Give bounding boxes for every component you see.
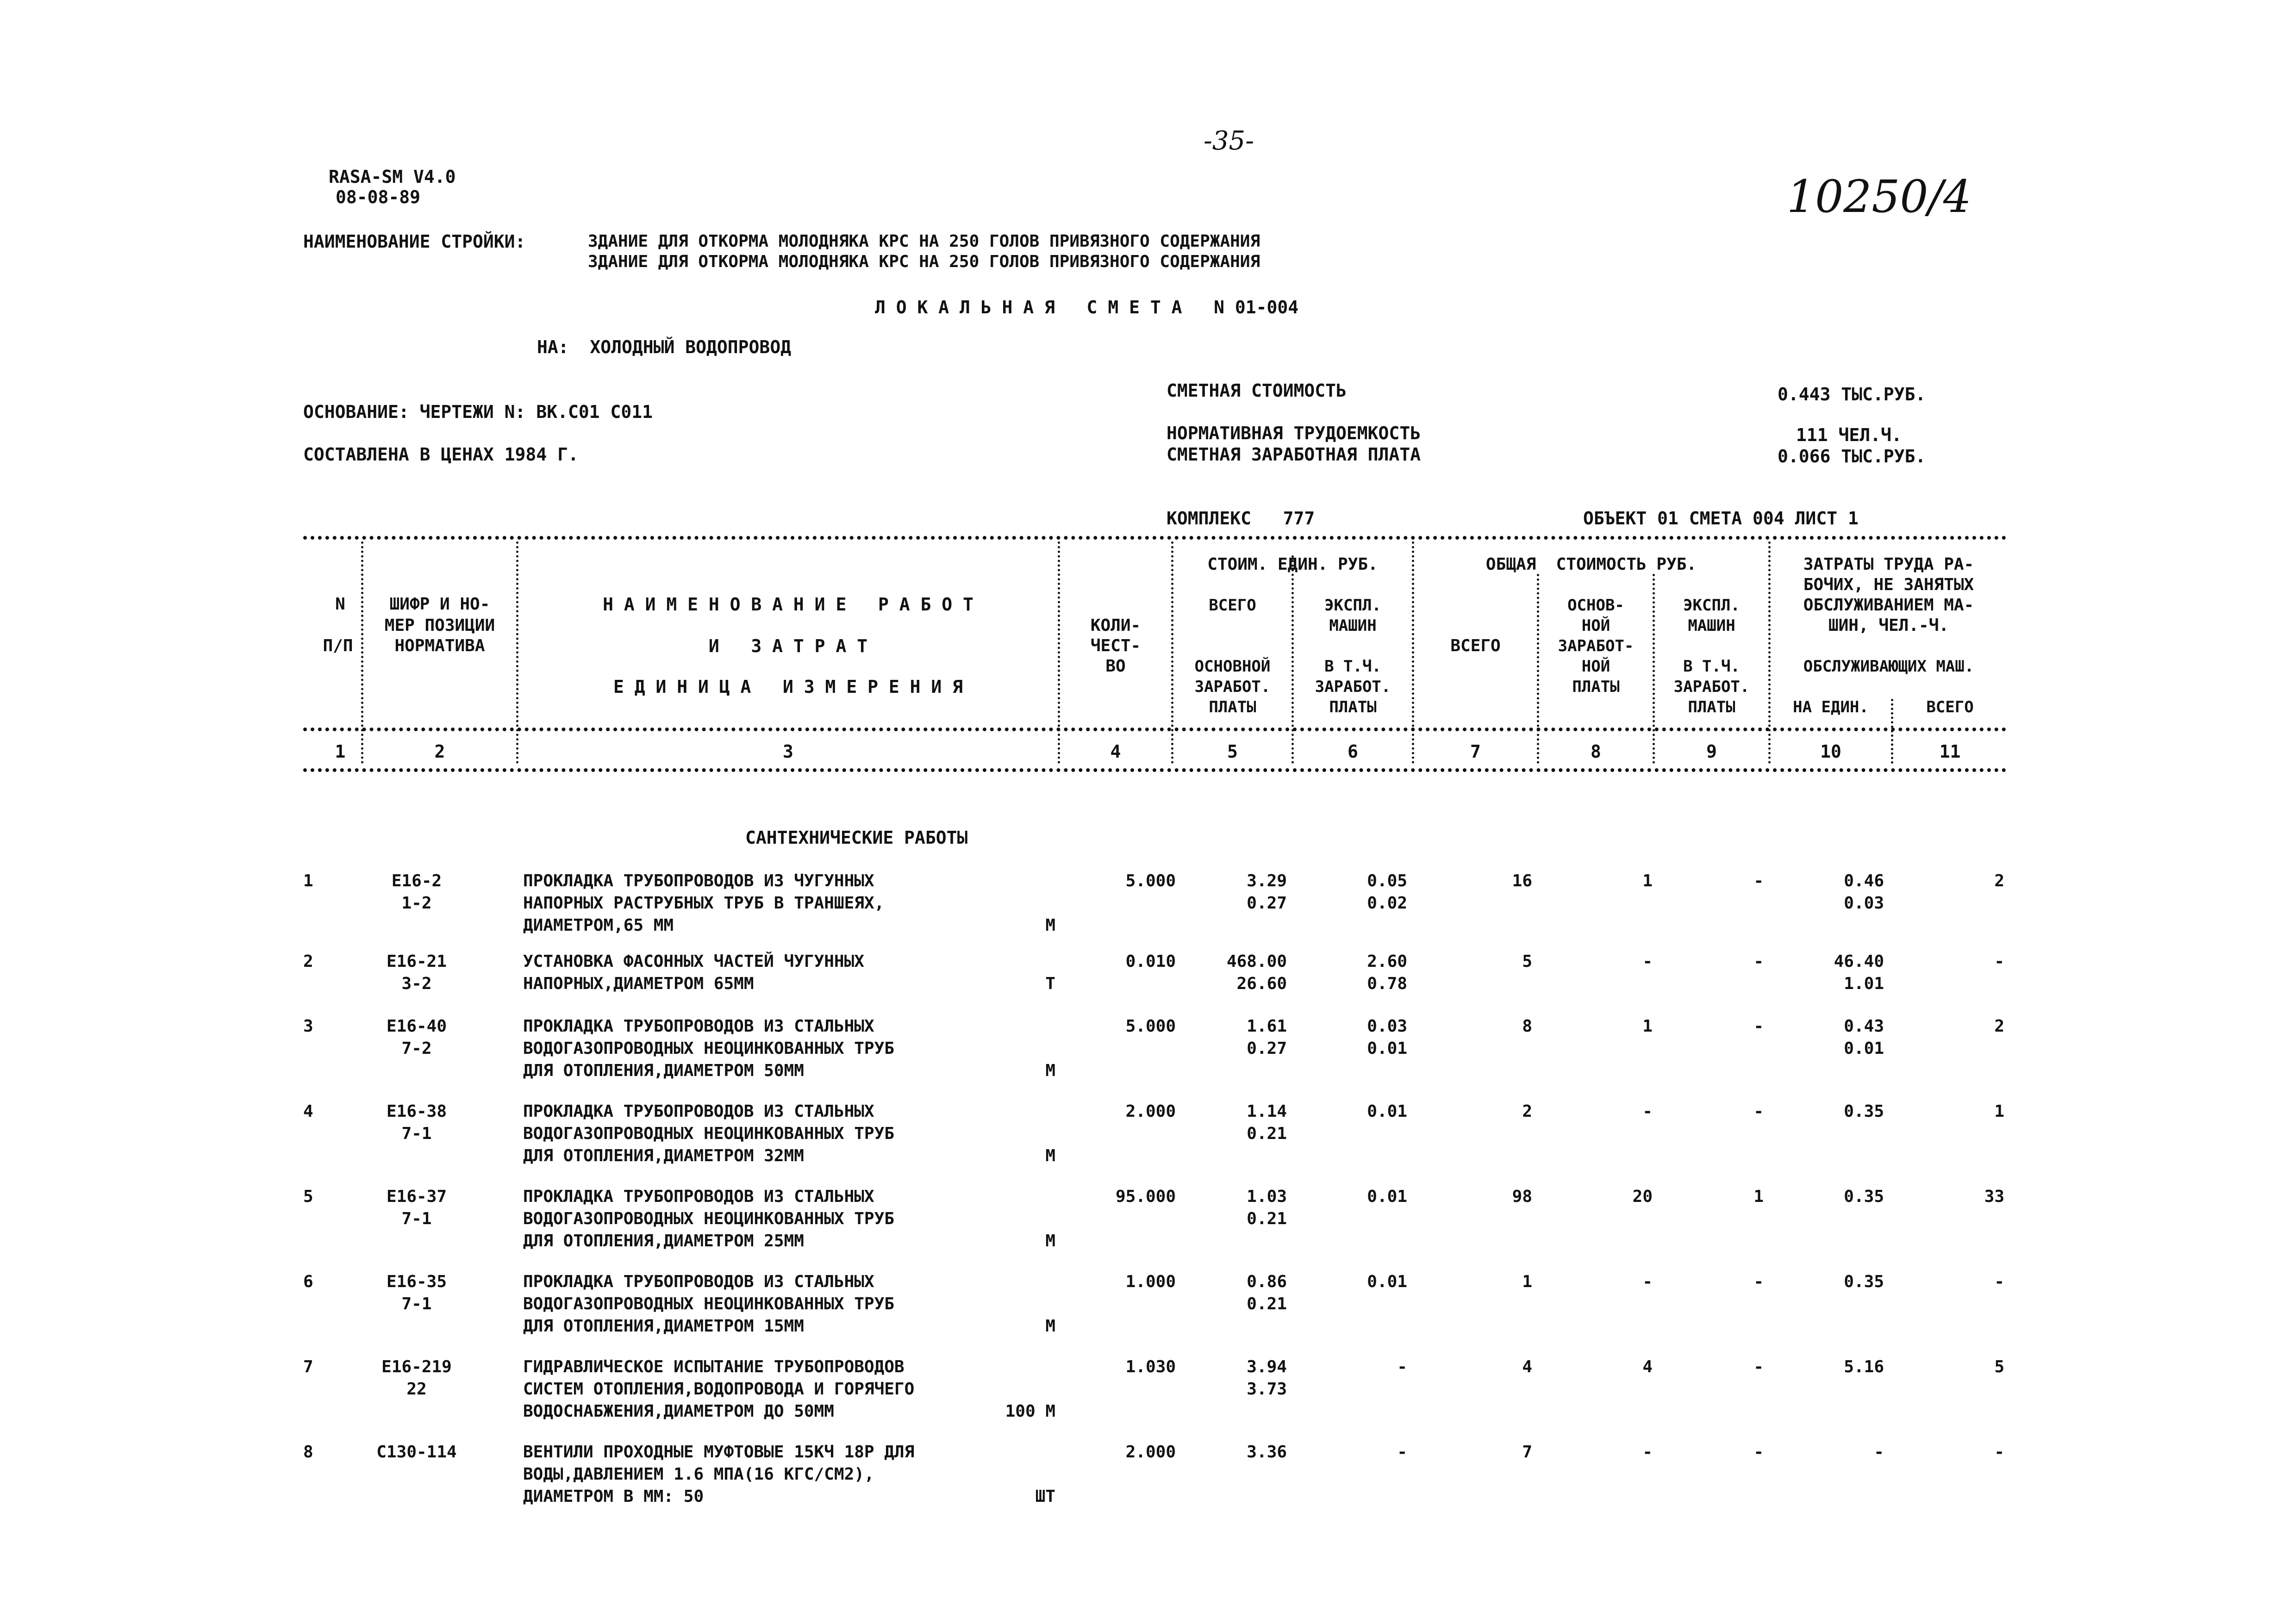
program-date: 08-08-89 — [336, 187, 421, 207]
cell-c7: 8 — [1522, 1017, 1532, 1036]
section-title: САНТЕХНИЧЕСКИЕ РАБОТЫ — [745, 828, 968, 848]
summary-labor-value: 111 ЧЕЛ.Ч. — [1796, 425, 1902, 445]
cell-desc: ВОДОГАЗОПРОВОДНЫХ НЕОЦИНКОВАННЫХ ТРУБ — [523, 1294, 894, 1313]
cell-c6: 0.02 — [1367, 894, 1407, 913]
cell-desc: ВОДОГАЗОПРОВОДНЫХ НЕОЦИНКОВАННЫХ ТРУБ — [523, 1039, 894, 1058]
table-top-rule — [303, 536, 2007, 540]
cell-c8: 1 — [1642, 1017, 1653, 1036]
cell-unit: ШТ — [1035, 1487, 1055, 1506]
cell-c10: 0.35 — [1844, 1102, 1884, 1121]
cell-code: 7-1 — [401, 1124, 432, 1143]
cell-desc: ГИДРАВЛИЧЕСКОЕ ИСПЫТАНИЕ ТРУБОПРОВОДОВ — [523, 1357, 905, 1376]
header-col8-3: ЗАРАБОТ- — [1558, 637, 1634, 655]
cell-desc: ВЕНТИЛИ ПРОХОДНЫЕ МУФТОВЫЕ 15КЧ 18Р ДЛЯ — [523, 1443, 915, 1462]
cell-c9: - — [1753, 952, 1764, 971]
cell-c5: 3.29 — [1247, 871, 1287, 890]
cell-desc: ДИАМЕТРОМ,65 ММ — [523, 916, 674, 935]
cell-c8: - — [1642, 952, 1653, 971]
header-col5-4: ПЛАТЫ — [1209, 698, 1256, 716]
cell-qty: 0.010 — [1125, 952, 1176, 971]
cell-qty: 1.000 — [1125, 1272, 1176, 1291]
cell-c5: 468.00 — [1226, 952, 1287, 971]
cell-code: Е16-40 — [386, 1017, 447, 1036]
header-code-2: МЕР ПОЗИЦИИ — [384, 616, 495, 635]
construction-name-2: ЗДАНИЕ ДЛЯ ОТКОРМА МОЛОДНЯКА КРС НА 250 ГОЛОВ ПРИВЯЗНОГО СОДЕРЖАНИЯ — [588, 252, 1260, 271]
cell-code: 7-2 — [401, 1039, 432, 1058]
header-col10-11: ОБСЛУЖИВАЮЩИХ МАШ. — [1803, 657, 1974, 676]
cell-code: Е16-2 — [391, 871, 442, 890]
page-number: -35- — [1204, 126, 1254, 156]
cell-c6: 0.78 — [1367, 974, 1407, 993]
cell-c6: - — [1397, 1357, 1407, 1376]
cell-c7: 4 — [1522, 1357, 1532, 1376]
cell-c9: 1 — [1753, 1187, 1764, 1206]
cell-unit: М — [1045, 1317, 1055, 1336]
header-work-name: Н А И М Е Н О В А Н И Е Р А Б О Т — [603, 594, 973, 615]
cell-c10: 0.35 — [1844, 1272, 1884, 1291]
cell-c9: - — [1753, 1272, 1764, 1291]
colnum-10: 10 — [1820, 741, 1841, 762]
cell-qty: 2.000 — [1125, 1443, 1176, 1462]
cell-c10: - — [1874, 1443, 1884, 1462]
cell-desc: ДЛЯ ОТОПЛЕНИЯ,ДИАМЕТРОМ 15ММ — [523, 1317, 804, 1336]
cell-c7: 5 — [1522, 952, 1532, 971]
cell-c5: 0.27 — [1247, 894, 1287, 913]
cell-c10: 1.01 — [1844, 974, 1884, 993]
header-col8-1: ОСНОВ- — [1567, 596, 1624, 615]
header-qty-2: ЧЕСТ- — [1090, 636, 1141, 655]
cell-c9: - — [1753, 1017, 1764, 1036]
cell-c6: 0.01 — [1367, 1039, 1407, 1058]
cell-c9: - — [1753, 1357, 1764, 1376]
cell-c5: 1.61 — [1247, 1017, 1287, 1036]
cell-qty: 95.000 — [1115, 1187, 1176, 1206]
cell-c10: 0.43 — [1844, 1017, 1884, 1036]
cell-code: Е16-38 — [386, 1102, 447, 1121]
cell-c8: - — [1642, 1102, 1653, 1121]
complex-number: КОМПЛЕКС 777 — [1167, 508, 1315, 529]
cell-c5: 3.36 — [1247, 1443, 1287, 1462]
cell-c8: 4 — [1642, 1357, 1653, 1376]
prices-year: СОСТАВЛЕНА В ЦЕНАХ 1984 Г. — [303, 444, 579, 465]
cell-desc: ПРОКЛАДКА ТРУБОПРОВОДОВ ИЗ СТАЛЬНЫХ — [523, 1017, 874, 1036]
cell-desc: СИСТЕМ ОТОПЛЕНИЯ,ВОДОПРОВОДА И ГОРЯЧЕГО — [523, 1380, 915, 1399]
cell-desc: ДИАМЕТРОМ В ММ: 50 — [523, 1487, 704, 1506]
colnum-3: 3 — [783, 741, 793, 762]
cell-n: 3 — [303, 1017, 313, 1036]
cell-unit: М — [1045, 1061, 1055, 1080]
cell-c6: 2.60 — [1367, 952, 1407, 971]
cell-qty: 2.000 — [1125, 1102, 1176, 1121]
cell-c5: 1.14 — [1247, 1102, 1287, 1121]
header-col5-2: ОСНОВНОЙ — [1194, 657, 1271, 676]
header-col6-4: ЗАРАБОТ. — [1315, 678, 1391, 696]
cell-c6: 0.01 — [1367, 1272, 1407, 1291]
cell-c6: 0.01 — [1367, 1187, 1407, 1206]
cell-c7: 16 — [1512, 871, 1532, 890]
summary-cost-value: 0.443 ТЫС.РУБ. — [1778, 384, 1926, 404]
header-col5-3: ЗАРАБОТ. — [1194, 678, 1271, 696]
cell-n: 5 — [303, 1187, 313, 1206]
cell-desc: ПРОКЛАДКА ТРУБОПРОВОДОВ ИЗ СТАЛЬНЫХ — [523, 1187, 874, 1206]
cell-c8: - — [1642, 1272, 1653, 1291]
cell-c10: 5.16 — [1844, 1357, 1884, 1376]
cell-desc: ДЛЯ ОТОПЛЕНИЯ,ДИАМЕТРОМ 25ММ — [523, 1232, 804, 1251]
cell-c6: 0.01 — [1367, 1102, 1407, 1121]
cell-desc: ВОДОСНАБЖЕНИЯ,ДИАМЕТРОМ ДО 50ММ — [523, 1402, 834, 1421]
table-numbers-rule — [303, 768, 2007, 772]
cell-code: 3-2 — [401, 974, 432, 993]
cell-desc: ВОДОГАЗОПРОВОДНЫХ НЕОЦИНКОВАННЫХ ТРУБ — [523, 1209, 894, 1228]
header-col6-1: ЭКСПЛ. — [1324, 596, 1381, 615]
cell-c8: - — [1642, 1443, 1653, 1462]
cell-desc: ВОДЫ,ДАВЛЕНИЕМ 1.6 МПА(16 КГС/СМ2), — [523, 1465, 874, 1484]
cell-unit: 100 М — [1005, 1402, 1055, 1421]
cell-c11: 2 — [1994, 1017, 2004, 1036]
header-code-3: НОРМАТИВА — [394, 636, 485, 655]
cell-c9: - — [1753, 1443, 1764, 1462]
summary-wage-label: СМЕТНАЯ ЗАРАБОТНАЯ ПЛАТА — [1167, 444, 1421, 465]
cell-n: 7 — [303, 1357, 313, 1376]
header-col6-5: ПЛАТЫ — [1329, 698, 1377, 716]
header-total-cost: ОБЩАЯ СТОИМОСТЬ РУБ. — [1485, 555, 1697, 574]
header-labor-2: БОЧИХ, НЕ ЗАНЯТЫХ — [1803, 575, 1974, 594]
cell-desc: ПРОКЛАДКА ТРУБОПРОВОДОВ ИЗ СТАЛЬНЫХ — [523, 1102, 874, 1121]
cell-qty: 5.000 — [1125, 871, 1176, 890]
header-col9-2: МАШИН — [1688, 616, 1735, 635]
construction-label: НАИМЕНОВАНИЕ СТРОЙКИ: — [303, 231, 526, 252]
cell-code: 7-1 — [401, 1294, 432, 1313]
header-qty-1: КОЛИ- — [1090, 616, 1141, 635]
cell-n: 2 — [303, 952, 313, 971]
cell-unit: М — [1045, 916, 1055, 935]
header-col6-2: МАШИН — [1329, 616, 1377, 635]
header-code-1: ШИФР И НО- — [389, 595, 490, 614]
header-col5-1: ВСЕГО — [1209, 596, 1256, 615]
cell-c7: 7 — [1522, 1443, 1532, 1462]
cell-c5: 3.94 — [1247, 1357, 1287, 1376]
program-name: RASA-SM V4.0 — [329, 167, 456, 187]
cell-c9: - — [1753, 1102, 1764, 1121]
cell-code: Е16-37 — [386, 1187, 447, 1206]
estimate-subject: НА: ХОЛОДНЫЙ ВОДОПРОВОД — [537, 337, 792, 357]
header-col11: ВСЕГО — [1926, 698, 1974, 716]
cell-c11: 2 — [1994, 871, 2004, 890]
cell-desc: ДЛЯ ОТОПЛЕНИЯ,ДИАМЕТРОМ 50ММ — [523, 1061, 804, 1080]
header-pp: П/П — [323, 636, 353, 655]
summary-cost-label: СМЕТНАЯ СТОИМОСТЬ — [1167, 380, 1347, 401]
object-line: ОБЪЕКТ 01 СМЕТА 004 ЛИСТ 1 — [1583, 508, 1859, 529]
cell-n: 1 — [303, 871, 313, 890]
cell-c5: 0.21 — [1247, 1209, 1287, 1228]
header-col8-5: ПЛАТЫ — [1572, 678, 1620, 696]
cell-c7: 2 — [1522, 1102, 1532, 1121]
cell-code: 22 — [406, 1380, 427, 1399]
cell-c5: 0.27 — [1247, 1039, 1287, 1058]
header-labor-1: ЗАТРАТЫ ТРУДА РА- — [1803, 555, 1974, 574]
cell-c6: 0.05 — [1367, 871, 1407, 890]
cell-unit: М — [1045, 1146, 1055, 1165]
cell-c10: 0.35 — [1844, 1187, 1884, 1206]
header-col8-4: НОЙ — [1581, 657, 1610, 676]
cell-desc: ВОДОГАЗОПРОВОДНЫХ НЕОЦИНКОВАННЫХ ТРУБ — [523, 1124, 894, 1143]
cell-c5: 3.73 — [1247, 1380, 1287, 1399]
cell-desc: НАПОРНЫХ РАСТРУБНЫХ ТРУБ В ТРАНШЕЯХ, — [523, 894, 885, 913]
construction-name-1: ЗДАНИЕ ДЛЯ ОТКОРМА МОЛОДНЯКА КРС НА 250 ГОЛОВ ПРИВЯЗНОГО СОДЕРЖАНИЯ — [588, 232, 1260, 251]
colnum-8: 8 — [1591, 741, 1601, 762]
header-col9-5: ПЛАТЫ — [1688, 698, 1735, 716]
cell-c5: 1.03 — [1247, 1187, 1287, 1206]
cell-desc: НАПОРНЫХ,ДИАМЕТРОМ 65ММ — [523, 974, 754, 993]
header-col7: ВСЕГО — [1450, 636, 1501, 655]
cell-desc: УСТАНОВКА ФАСОННЫХ ЧАСТЕЙ ЧУГУННЫХ — [523, 952, 864, 971]
colnum-9: 9 — [1706, 741, 1717, 762]
cell-unit: М — [1045, 1232, 1055, 1251]
cell-c5: 0.21 — [1247, 1124, 1287, 1143]
basis: ОСНОВАНИЕ: ЧЕРТЕЖИ N: ВК.С01 С011 — [303, 402, 653, 422]
cell-c11: 5 — [1994, 1357, 2004, 1376]
cell-c8: 1 — [1642, 871, 1653, 890]
cell-c10: 46.40 — [1834, 952, 1884, 971]
header-col9-1: ЭКСПЛ. — [1683, 596, 1740, 615]
cell-c6: - — [1397, 1443, 1407, 1462]
header-col9-3: В Т.Ч. — [1683, 657, 1740, 676]
colnum-11: 11 — [1939, 741, 1961, 762]
cell-c10: 0.01 — [1844, 1039, 1884, 1058]
colnum-7: 7 — [1470, 741, 1481, 762]
colnum-6: 6 — [1348, 741, 1358, 762]
cell-unit: Т — [1045, 974, 1055, 993]
header-col8-2: НОЙ — [1581, 616, 1610, 635]
estimate-title: Л О К А Л Ь Н А Я С М Е Т А N 01-004 — [875, 297, 1299, 317]
cell-qty: 1.030 — [1125, 1357, 1176, 1376]
cell-c8: 20 — [1632, 1187, 1653, 1206]
header-work-costs: И З А Т Р А Т — [708, 636, 868, 656]
header-col6-3: В Т.Ч. — [1324, 657, 1381, 676]
cell-code: С130-114 — [376, 1443, 457, 1462]
cell-n: 4 — [303, 1102, 313, 1121]
cell-c7: 98 — [1512, 1187, 1532, 1206]
cell-c11: 33 — [1984, 1187, 2004, 1206]
cell-c5: 0.21 — [1247, 1294, 1287, 1313]
header-unit-cost: СТОИМ. ЕДИН. РУБ. — [1207, 555, 1378, 574]
colnum-5: 5 — [1227, 741, 1238, 762]
header-work-unit: Е Д И Н И Ц А И З М Е Р Е Н И Я — [613, 677, 963, 697]
cell-c10: 0.03 — [1844, 894, 1884, 913]
header-qty-3: ВО — [1105, 657, 1126, 676]
cell-desc: ПРОКЛАДКА ТРУБОПРОВОДОВ ИЗ СТАЛЬНЫХ — [523, 1272, 874, 1291]
cell-c11: 1 — [1994, 1102, 2004, 1121]
cell-c5: 26.60 — [1236, 974, 1287, 993]
header-n: N — [335, 595, 345, 614]
cell-c9: - — [1753, 871, 1764, 890]
header-col10: НА ЕДИН. — [1793, 698, 1869, 716]
summary-labor-label: НОРМАТИВНАЯ ТРУДОЕМКОСТЬ — [1167, 423, 1421, 443]
summary-wage-value: 0.066 ТЫС.РУБ. — [1778, 446, 1926, 467]
cell-desc: ПРОКЛАДКА ТРУБОПРОВОДОВ ИЗ ЧУГУННЫХ — [523, 871, 874, 890]
cell-code: Е16-21 — [386, 952, 447, 971]
handwritten-code: 10250/4 — [1787, 171, 1972, 223]
cell-c10: 0.46 — [1844, 871, 1884, 890]
cell-n: 6 — [303, 1272, 313, 1291]
cell-code: Е16-35 — [386, 1272, 447, 1291]
cell-c7: 1 — [1522, 1272, 1532, 1291]
cell-c11: - — [1994, 952, 2004, 971]
cell-desc: ДЛЯ ОТОПЛЕНИЯ,ДИАМЕТРОМ 32ММ — [523, 1146, 804, 1165]
cell-code: 7-1 — [401, 1209, 432, 1228]
header-labor-3: ОБСЛУЖИВАНИЕМ МА- — [1803, 596, 1974, 615]
header-labor-4: ШИН, ЧЕЛ.-Ч. — [1828, 616, 1949, 635]
table-header-rule — [303, 728, 2007, 731]
cell-code: 1-2 — [401, 894, 432, 913]
colnum-2: 2 — [434, 741, 445, 762]
cell-code: Е16-219 — [381, 1357, 452, 1376]
cell-c6: 0.03 — [1367, 1017, 1407, 1036]
cell-c11: - — [1994, 1443, 2004, 1462]
colnum-4: 4 — [1110, 741, 1121, 762]
cell-qty: 5.000 — [1125, 1017, 1176, 1036]
cell-n: 8 — [303, 1443, 313, 1462]
cell-c11: - — [1994, 1272, 2004, 1291]
header-col9-4: ЗАРАБОТ. — [1673, 678, 1750, 696]
colnum-1: 1 — [335, 741, 346, 762]
cell-c5: 0.86 — [1247, 1272, 1287, 1291]
